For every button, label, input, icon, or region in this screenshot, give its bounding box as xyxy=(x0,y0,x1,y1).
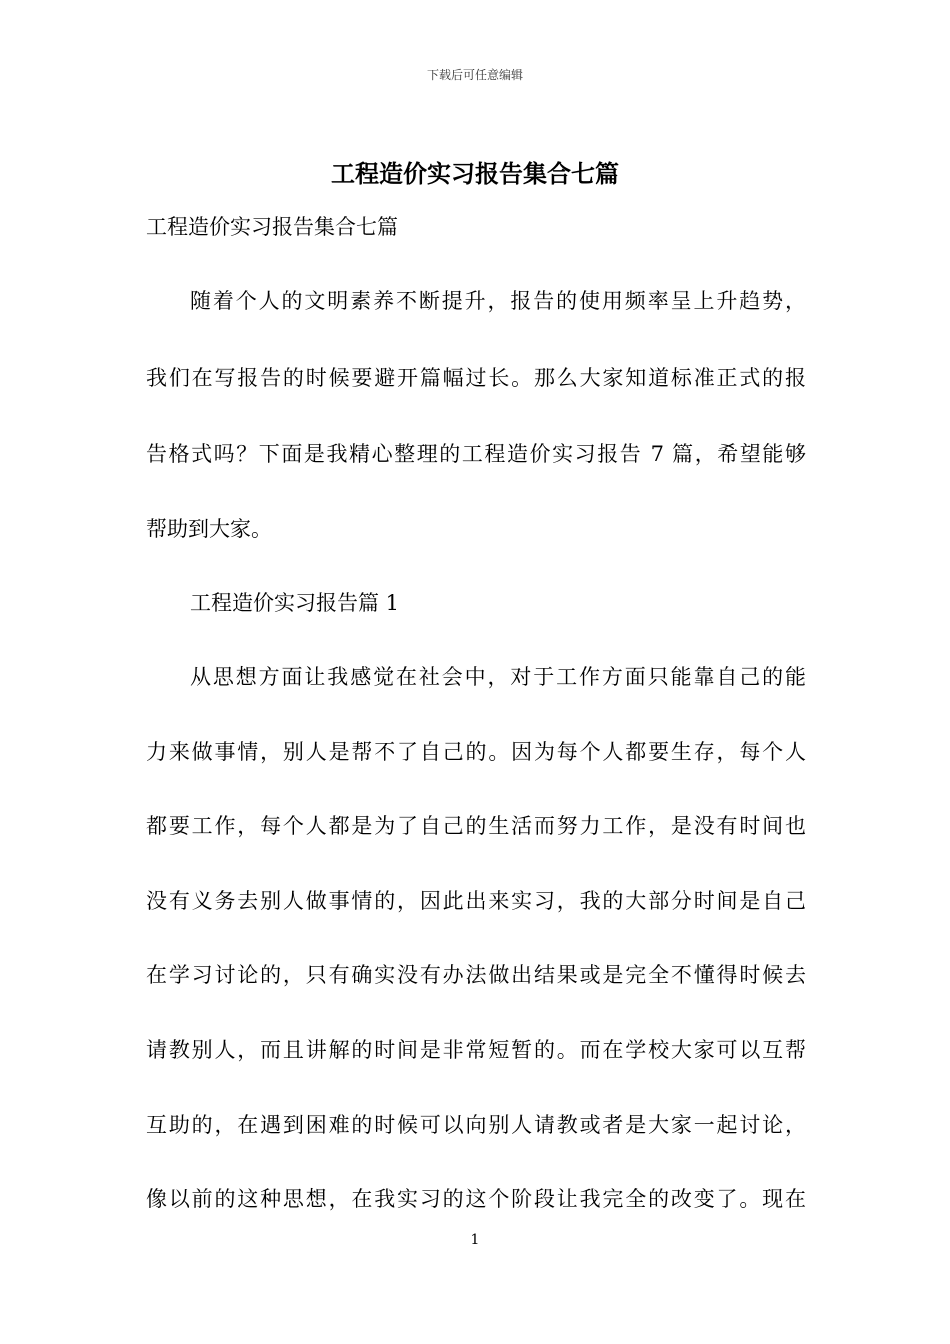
body-line: 像以前的这种思想，在我实习的这个阶段让我完全的改变了。现在 xyxy=(146,1187,806,1211)
section-heading: 工程造价实习报告篇 1 xyxy=(190,591,400,615)
body-line: 从思想方面让我感觉在社会中，对于工作方面只能靠自己的能 xyxy=(190,665,806,689)
document-title: 工程造价实习报告集合七篇 xyxy=(331,159,619,188)
intro-line: 我们在写报告的时候要避开篇幅过长。那么大家知道标准正式的报 xyxy=(146,366,806,390)
intro-line: 告格式吗？下面是我精心整理的工程造价实习报告 7 篇，希望能够 xyxy=(146,442,806,466)
intro-line: 随着个人的文明素养不断提升，报告的使用频率呈上升趋势， xyxy=(190,289,806,313)
body-line: 互助的，在遇到困难的时候可以向别人请教或者是大家一起讨论， xyxy=(146,1113,806,1137)
body-line: 请教别人，而且讲解的时间是非常短暂的。而在学校大家可以互帮 xyxy=(146,1038,806,1062)
document-subtitle: 工程造价实习报告集合七篇 xyxy=(146,215,398,239)
body-line: 都要工作，每个人都是为了自己的生活而努力工作，是没有时间也 xyxy=(146,814,806,838)
header-note: 下载后可任意编辑 xyxy=(426,68,523,82)
page-number: 1 xyxy=(470,1232,480,1248)
body-line: 力来做事情，别人是帮不了自己的。因为每个人都要生存，每个人 xyxy=(146,740,806,764)
intro-line: 帮助到大家。 xyxy=(146,517,272,541)
body-line: 没有义务去别人做事情的，因此出来实习，我的大部分时间是自己 xyxy=(146,889,806,913)
body-line: 在学习讨论的，只有确实没有办法做出结果或是完全不懂得时候去 xyxy=(146,963,806,987)
